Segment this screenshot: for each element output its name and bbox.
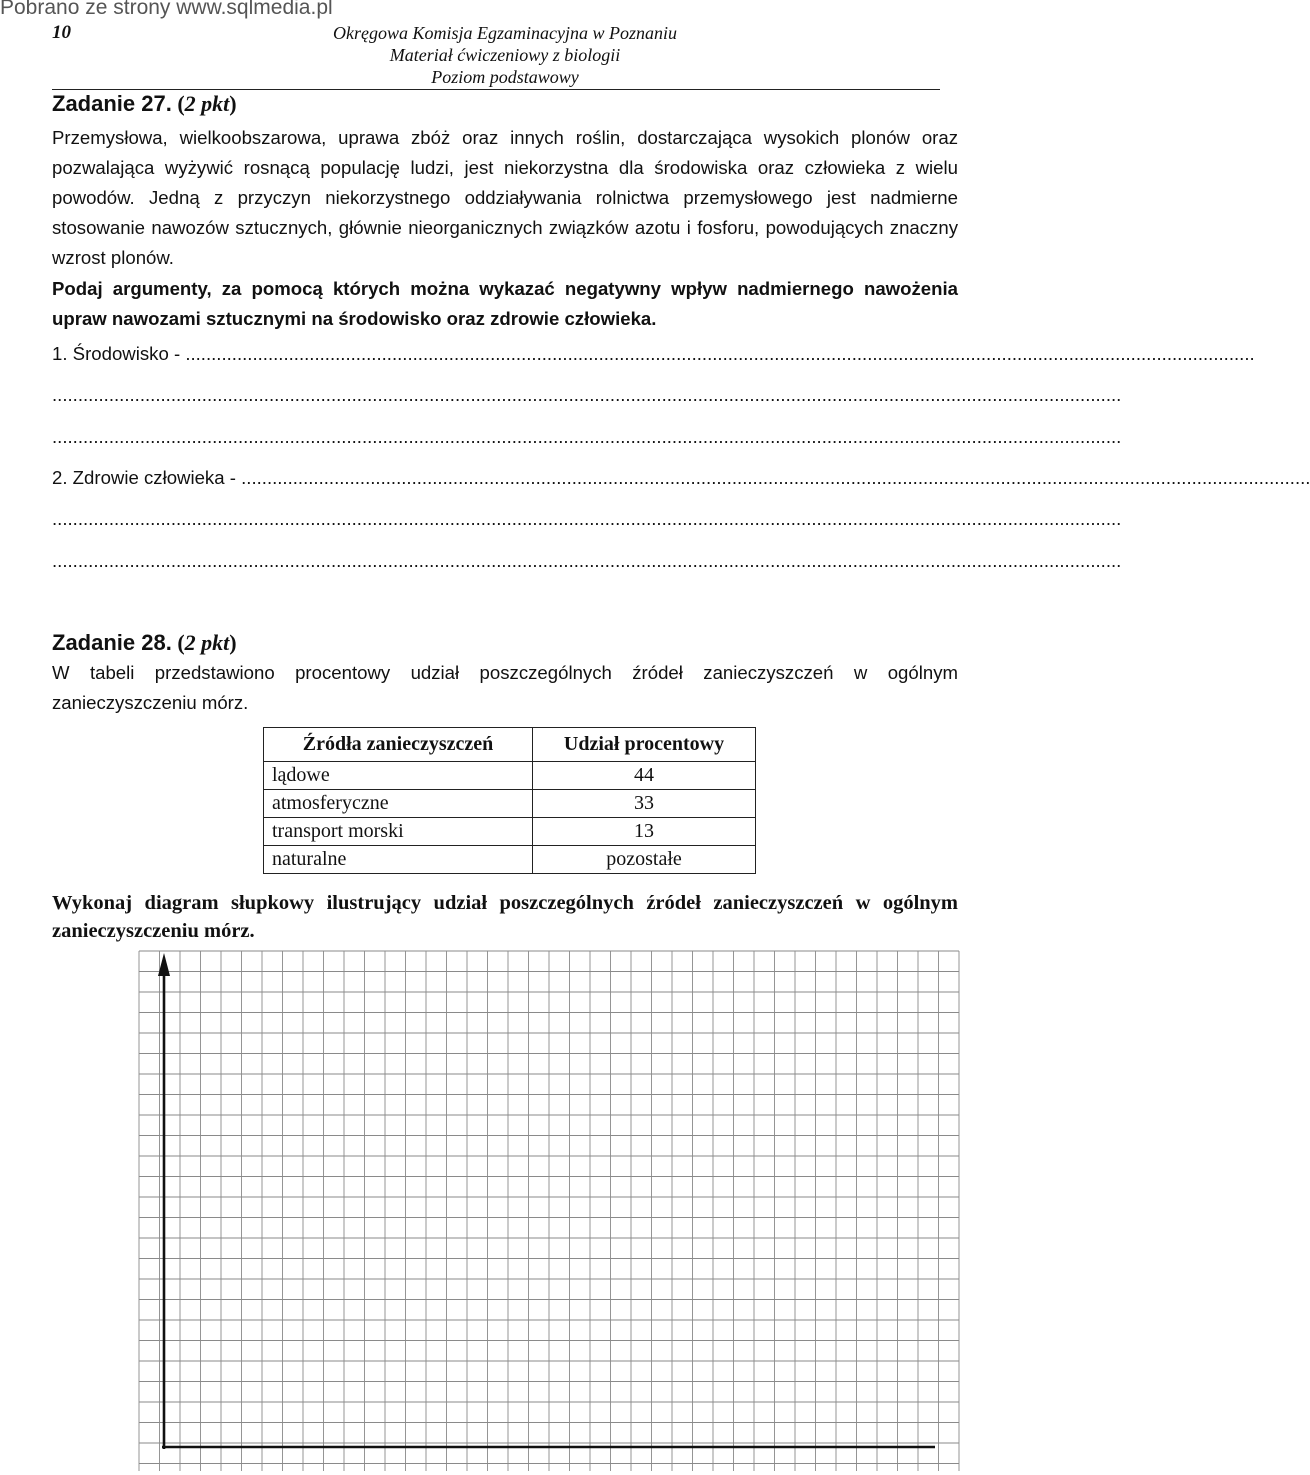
task-28-points-close: ) [229,630,237,655]
page-number: 10 [52,22,71,43]
task-27-points: 2 pkt [184,91,230,116]
grid-lines [139,951,959,1471]
table-header-share: Udział procentowy [533,728,756,762]
table-cell-share: pozostałe [533,846,756,874]
table-cell-share: 33 [533,790,756,818]
watermark: Pobrano ze strony www.sqlmedia.pl [0,0,333,19]
header-line-1: Okręgowa Komisja Egzaminacyjna w Poznaniu [333,23,677,43]
table-header-source: Źródła zanieczyszczeń [264,728,533,762]
table-cell-source: naturalne [264,846,533,874]
answer-2-dots: ............................................................................................................................................................................................................... [241,467,1310,488]
task-28-points-open: ( [171,630,185,655]
task-28-points: 2 pkt [184,630,230,655]
answer-1-label: 1. Środowisko - [52,343,186,364]
task-27-intro: Przemysłowa, wielkoobszarowa, uprawa zbóż oraz innych roślin, dostarczająca wysokich plonów oraz pozwalająca wyżywić rosnącą populację ludzi, jest niekorzystna dla środowiska oraz człowieka z wielu powodów. Jedną z przyczyn niekorzystnego oddziaływania rolnictwa przemysłowego jest nadmierne stosowanie nawozów sztucznych, głównie nieorganicznych związków azotu i fosforu, powodujących znaczny wzrost plonów. [52,127,958,268]
answer-2-dots-3: ............................................................................................................................................................................................................... [52,550,1122,571]
task-28-label: Zadanie 28. [52,630,172,655]
task-27-instruction: Podaj argumenty, za pomocą których można wykazać negatywny wpływ nadmiernego nawożenia upraw nawozami sztucznymi na środowisko oraz zdrowie człowieka. [52,278,958,329]
header-line-2: Materiał ćwiczeniowy z biologii [389,45,621,65]
table-cell-source: atmosferyczne [264,790,533,818]
answer-2-label: 2. Zdrowie człowieka - [52,467,242,488]
table-cell-source: transport morski [264,818,533,846]
task-27-points-open: ( [171,91,185,116]
header-line-3: Poziom podstawowy [431,67,579,87]
answer-1-dots-2: ............................................................................................................................................................................................................... [52,384,1122,405]
task-28-intro: W tabeli przedstawiono procentowy udział poszczególnych źródeł zanieczyszczeń w ogólnym zanieczyszczeniu mórz. [52,662,958,713]
task-28-instruction: Wykonaj diagram słupkowy ilustrujący udział poszczególnych źródeł zanieczyszczeń w ogólnym zanieczyszczeniu mórz. [52,892,958,942]
task-27-label: Zadanie 27. [52,91,172,116]
answer-1-dots-3: ............................................................................................................................................................................................................... [52,426,1122,447]
answer-1-dots: ............................................................................................................................................................................................................... [185,343,1255,364]
answer-2-dots-2: ............................................................................................................................................................................................................... [52,508,1122,529]
table-cell-share: 44 [533,762,756,790]
table-cell-share: 13 [533,818,756,846]
task-27-points-close: ) [229,91,237,116]
table-cell-source: lądowe [264,762,533,790]
